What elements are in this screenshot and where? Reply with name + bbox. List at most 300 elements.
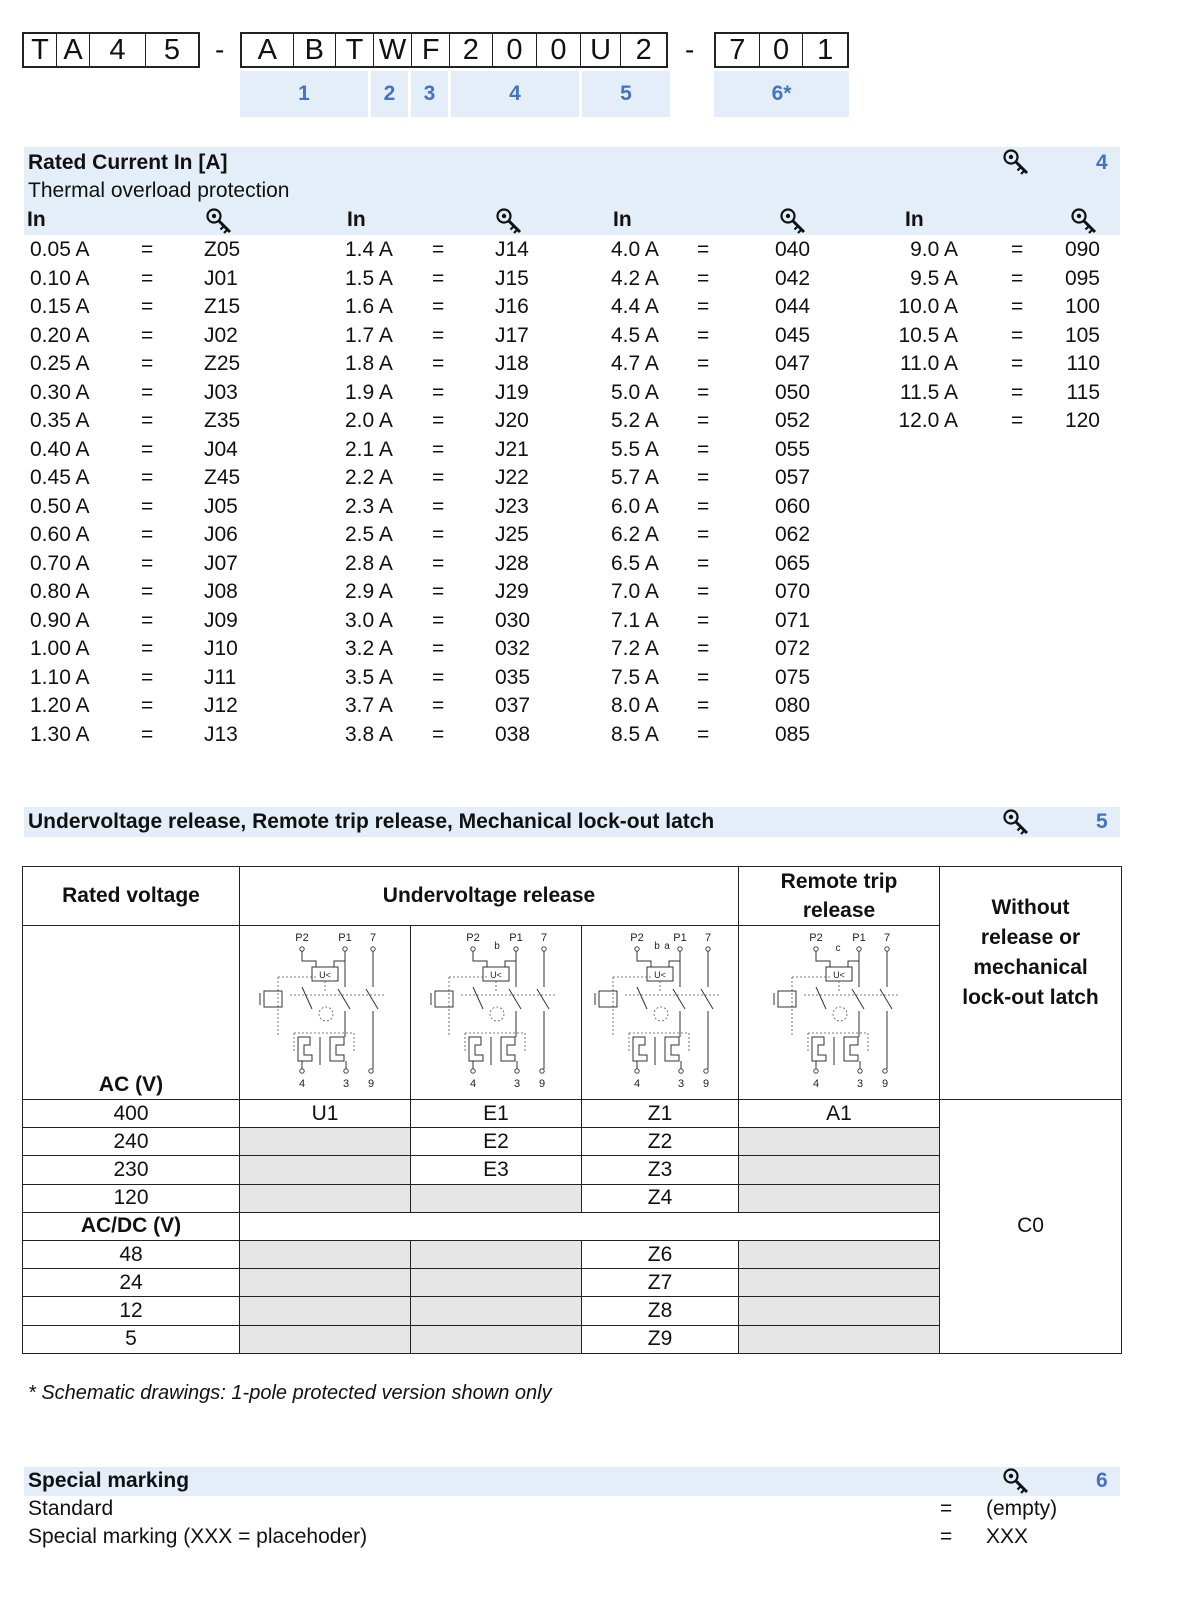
order-code: 035 [495,665,531,689]
col-header-in: In [613,208,632,231]
order-code: J20 [495,409,529,432]
rated-current-value: 0.50 A [30,494,90,518]
equals-sign: = [141,238,154,261]
order-code: 065 [775,551,811,575]
undervoltage-table [22,866,1122,1354]
schematic-cell [240,926,411,1099]
svg-text:4: 4 [298,1078,306,1091]
order-code: 037 [495,694,531,717]
header-without-line3: mechanical [973,955,1088,979]
code-char: 0 [760,34,804,66]
equals-sign: = [141,637,154,660]
voltage-value: 5 [23,1325,240,1353]
special-marking-value: XXX [986,1525,1029,1548]
order-code: Z25 [204,352,241,375]
code-char: 2 [635,33,652,66]
col-header-in: In [27,208,46,231]
equals-sign: = [697,323,710,347]
order-code: 085 [775,722,811,746]
equals-sign: = [141,722,154,746]
svg-text:a: a [664,941,670,953]
release-code [411,1325,582,1353]
header-undervoltage-release: Undervoltage release [240,867,739,926]
equals-sign: = [697,580,710,603]
header-remote-trip-line2: release [802,899,876,923]
order-code: 047 [775,352,811,375]
code-char: A [57,34,90,66]
rated-current-value: 4.7 A [611,352,659,375]
rated-current-value: 5.2 A [611,409,659,432]
order-code: J22 [495,466,529,489]
release-code [411,1241,582,1269]
rated-current-value: 2.8 A [345,551,393,575]
order-code: 052 [775,409,811,432]
rated-current-value: 3.0 A [345,608,393,632]
code-char: T [24,34,57,66]
code-index: 4 [451,71,579,117]
code-char: W [374,34,413,66]
section5-title: Undervoltage release, Remote trip release, Mechanical lock-out latch [28,810,715,833]
key-icon [496,208,522,234]
svg-text:P2: P2 [466,932,480,945]
code-group-prefix [22,32,200,68]
equals-sign: = [697,722,710,746]
release-code [240,1241,411,1269]
code-char: 5 [163,33,181,66]
rated-current-value: 1.10 A [30,665,90,689]
header-without-line2: release or [980,925,1081,949]
svg-text:7: 7 [540,932,548,945]
section5-number: 5 [1096,810,1108,833]
rated-current-value: 1.00 A [30,637,90,660]
release-code [240,1128,411,1156]
rated-current-value: 1.9 A [345,380,393,404]
order-code: 057 [775,466,811,489]
code-char: A [242,34,294,66]
equals-sign: = [697,352,710,375]
order-code: J18 [495,352,529,375]
equals-sign: = [1011,238,1024,261]
equals-sign: = [432,665,445,689]
equals-sign: = [141,437,154,461]
svg-text:9: 9 [538,1078,546,1091]
order-code: J15 [495,266,529,290]
svg-text:4: 4 [812,1078,820,1091]
rated-current-value: 9.0 A [910,238,958,261]
rated-current-value: 1.20 A [30,694,90,717]
order-code: J05 [204,494,238,518]
equals-sign: = [432,494,445,518]
rated-current-value: 0.25 A [30,352,90,375]
ac-voltage-label: AC (V) [23,926,240,1099]
order-code: 060 [775,494,811,518]
rated-current-value: 0.45 A [30,466,90,489]
release-code [240,1184,411,1212]
key-icon [780,208,806,234]
equals-sign: = [697,694,710,717]
svg-text:7: 7 [704,932,712,945]
release-code: Z6 [582,1241,739,1269]
code-char: 2 [450,34,493,66]
equals-sign: = [141,580,154,603]
rated-current-value: 0.30 A [30,380,90,404]
order-code: 110 [1066,352,1100,375]
order-code: 042 [775,266,811,290]
release-code: Z9 [582,1325,739,1353]
equals-sign: = [432,466,445,489]
voltage-value: 230 [23,1156,240,1184]
rated-current-value: 3.2 A [345,637,393,660]
order-code: J12 [204,694,238,717]
equals-sign: = [697,608,710,632]
rated-current-value: 7.5 A [611,665,659,689]
release-code: Z8 [582,1297,739,1325]
equals-sign: = [141,352,154,375]
equals-sign: = [432,266,445,290]
key-icon [1071,208,1097,234]
order-code: 095 [1064,266,1100,290]
header-rated-voltage: Rated voltage [23,867,240,926]
svg-text:U<: U< [319,970,331,981]
rated-current-value: 1.30 A [30,722,90,746]
release-code [411,1184,582,1212]
svg-text:3: 3 [513,1078,521,1091]
order-code: 115 [1066,380,1100,404]
equals-sign: = [141,295,154,318]
release-code [739,1269,940,1297]
rated-current-value: 5.0 A [611,380,659,404]
rated-current-value: 2.9 A [345,580,393,603]
rated-current-value: 11.0 A [900,352,958,375]
rated-current-value: 5.7 A [611,466,659,489]
rated-current-value: 1.5 A [345,266,393,290]
rated-current-value: 12.0 A [898,409,958,432]
equals-sign: = [697,494,710,518]
table-row [23,1099,1122,1127]
rated-current-value: 0.20 A [30,323,90,347]
order-code: J29 [495,580,529,603]
rated-current-value: 7.2 A [611,637,659,660]
rated-current-value: 11.5 A [900,380,958,404]
equals-sign: = [697,665,710,689]
order-code: 100 [1064,295,1100,318]
rated-current-value: 4.2 A [611,266,659,290]
rated-current-value: 10.0 A [898,295,958,318]
acdc-spacer [240,1212,940,1240]
svg-text:U<: U< [833,970,845,981]
order-code: 032 [495,637,531,660]
rated-current-value: 0.35 A [30,409,90,432]
section6-title: Special marking [28,1469,190,1492]
order-code: 040 [775,238,811,261]
svg-text:b: b [494,941,500,953]
order-code: J21 [495,437,529,461]
release-code: Z2 [582,1128,739,1156]
schematic-cell [739,926,940,1099]
section4-number: 4 [1096,151,1108,174]
section4-subtitle: Thermal overload protection [28,179,290,202]
order-code: 072 [775,637,811,660]
equals-sign: = [432,409,445,432]
order-code: 105 [1064,323,1100,347]
voltage-value: 12 [23,1297,240,1325]
section4-title: Rated Current In [A] [28,151,228,174]
release-code: Z1 [582,1099,739,1127]
acdc-voltage-label: AC/DC (V) [23,1212,240,1240]
release-code [739,1325,940,1353]
release-code: E3 [411,1156,582,1184]
svg-text:P1: P1 [852,932,866,945]
release-code [240,1156,411,1184]
equals-sign: = [432,523,445,546]
rated-current-value: 1.7 A [345,323,393,347]
svg-text:c: c [835,943,841,955]
equals-sign: = [432,608,445,632]
order-code: 080 [775,694,811,717]
order-code: J02 [204,323,238,347]
svg-text:7: 7 [369,932,377,945]
voltage-value: 24 [23,1269,240,1297]
svg-text:P2: P2 [809,932,823,945]
order-code: J06 [204,523,238,546]
equals-sign: = [1011,295,1024,318]
order-code: J03 [204,380,238,404]
rated-current-value: 7.1 A [611,608,659,632]
order-code: J25 [495,523,529,546]
schematic-cell [411,926,582,1099]
equals-sign: = [697,637,710,660]
equals-sign: = [141,494,154,518]
order-code: 055 [775,437,811,461]
release-code: U1 [240,1099,411,1127]
order-code: J07 [204,551,238,575]
rated-current-value: 6.2 A [611,523,659,546]
rated-current-value: 2.5 A [345,523,393,546]
rated-current-value: 4.0 A [611,238,659,261]
order-code: 062 [775,523,811,546]
order-code: 038 [495,722,531,746]
key-icon [1003,149,1029,175]
equals-sign: = [432,637,445,660]
equals-sign: = [697,295,710,318]
code-char: B [294,34,337,66]
svg-text:9: 9 [367,1078,375,1091]
equals-sign: = [697,409,710,432]
rated-current-value: 2.2 A [345,466,393,489]
equals-sign: = [141,466,154,489]
schematic-undervoltage-icon [250,927,400,1092]
svg-text:7: 7 [883,932,891,945]
equals-sign: = [141,694,154,717]
equals-sign: = [1011,380,1024,404]
code-char: F [412,34,450,66]
rated-current-value: 10.5 A [898,323,958,347]
equals-sign: = [697,380,710,404]
code-index: 5 [582,71,670,117]
rated-current-value: 2.1 A [345,437,393,461]
svg-text:b: b [654,941,660,953]
order-code: Z05 [204,238,241,261]
rated-current-value: 1.4 A [345,238,393,261]
release-code [739,1184,940,1212]
equals-sign: = [432,694,445,717]
release-code [739,1241,940,1269]
code-index: 2 [371,71,408,117]
header-without-line4: lock-out latch [962,985,1099,1009]
schematic-undervoltage-ba-icon [585,927,735,1092]
rated-current-value: 0.15 A [30,295,90,318]
svg-text:4: 4 [469,1078,477,1091]
col-header-in: In [905,208,924,231]
order-code: 050 [775,380,811,404]
equals-sign: = [697,466,710,489]
release-code: Z3 [582,1156,739,1184]
special-marking-value: (empty) [986,1497,1058,1520]
equals-sign: = [697,523,710,546]
code-group-suffix [714,32,849,68]
schematic-remote-trip-icon [764,927,914,1092]
equals-sign: = [432,722,445,746]
order-code: J17 [495,323,529,347]
release-code [240,1269,411,1297]
rated-current-value: 0.90 A [30,608,90,632]
equals-sign: = [432,238,445,261]
release-code [411,1297,582,1325]
rated-current-value: 3.5 A [345,665,393,689]
order-code: J14 [495,238,529,261]
equals-sign: = [432,380,445,404]
equals-sign: = [432,323,445,347]
svg-text:U<: U< [654,970,666,981]
equals-sign: = [432,437,445,461]
release-code: Z4 [582,1184,739,1212]
equals-sign: = [697,238,710,261]
rated-current-value: 4.4 A [611,295,659,318]
code-char: U [581,34,622,66]
rated-current-value: 2.3 A [345,494,393,518]
voltage-value: 120 [23,1184,240,1212]
equals-sign: = [141,266,154,290]
equals-sign: = [141,323,154,347]
code-char: 1 [817,33,834,66]
order-code: 075 [775,665,811,689]
rated-current-value: 0.80 A [30,580,90,603]
rated-current-value: 6.0 A [611,494,659,518]
col-header-in: In [347,208,366,231]
order-code: J08 [204,580,238,603]
equals-sign: = [697,551,710,575]
key-icon [1003,1468,1029,1494]
order-code: Z15 [204,295,241,318]
order-code: 120 [1064,409,1100,432]
rated-current-value: 9.5 A [910,266,958,290]
order-code: J23 [495,494,529,518]
rated-current-value: 6.5 A [611,551,659,575]
equals-sign: = [432,295,445,318]
rated-current-value: 3.8 A [345,722,393,746]
order-code: Z45 [204,466,241,489]
svg-text:3: 3 [856,1078,864,1091]
code-index: 1 [240,71,368,117]
svg-text:P1: P1 [673,932,687,945]
order-code: J01 [204,266,238,290]
svg-text:3: 3 [342,1078,350,1091]
voltage-value: 48 [23,1241,240,1269]
header-without-line1: Without [991,895,1070,919]
release-code [739,1128,940,1156]
rated-current-value: 1.6 A [345,295,393,318]
order-code: J13 [204,722,238,746]
voltage-value: 400 [23,1099,240,1127]
svg-text:U<: U< [490,970,502,981]
release-code: Z7 [582,1269,739,1297]
rated-current-value: 0.40 A [30,437,90,461]
order-code: 030 [495,608,531,632]
release-code [240,1325,411,1353]
svg-text:4: 4 [633,1078,641,1091]
rated-current-value: 8.0 A [611,694,659,717]
svg-text:9: 9 [702,1078,710,1091]
equals-sign: = [141,409,154,432]
release-code: E2 [411,1128,582,1156]
special-marking-equals: = [940,1525,953,1548]
rated-current-value: 0.10 A [30,266,90,290]
equals-sign: = [141,608,154,632]
order-code: J28 [495,551,529,575]
code-char: T [336,34,374,66]
release-code [739,1297,940,1325]
rated-current-value: 5.5 A [611,437,659,461]
order-code: 044 [775,295,811,318]
release-code [411,1269,582,1297]
code-index: 6* [714,71,849,117]
svg-text:P1: P1 [509,932,523,945]
section6-number: 6 [1096,1469,1108,1492]
equals-sign: = [141,551,154,575]
svg-text:9: 9 [881,1078,889,1091]
order-code: J09 [204,608,238,632]
key-icon [1003,809,1029,835]
rated-current-value: 0.05 A [30,238,90,261]
order-code: 071 [775,608,811,632]
svg-text:P2: P2 [295,932,309,945]
rated-current-value: 2.0 A [345,409,393,432]
release-code [739,1156,940,1184]
header-remote-trip-line1: Remote trip [780,870,898,894]
release-code: E1 [411,1099,582,1127]
equals-sign: = [1011,352,1024,375]
order-code: J04 [204,437,238,461]
order-code: 045 [775,323,811,347]
rated-current-value: 0.70 A [30,551,90,575]
svg-text:P2: P2 [630,932,644,945]
voltage-value: 240 [23,1128,240,1156]
code-separator: - [215,34,225,65]
equals-sign: = [141,523,154,546]
rated-current-value: 1.8 A [345,352,393,375]
key-icon [206,208,232,234]
code-char: 4 [90,34,146,66]
code-group-main [240,32,668,68]
special-marking-equals: = [940,1497,953,1520]
svg-text:3: 3 [677,1078,685,1091]
equals-sign: = [1011,323,1024,347]
rated-current-value: 0.60 A [30,523,90,546]
release-code [240,1297,411,1325]
equals-sign: = [432,580,445,603]
code-char: 7 [716,34,760,66]
order-code: J11 [204,665,237,689]
